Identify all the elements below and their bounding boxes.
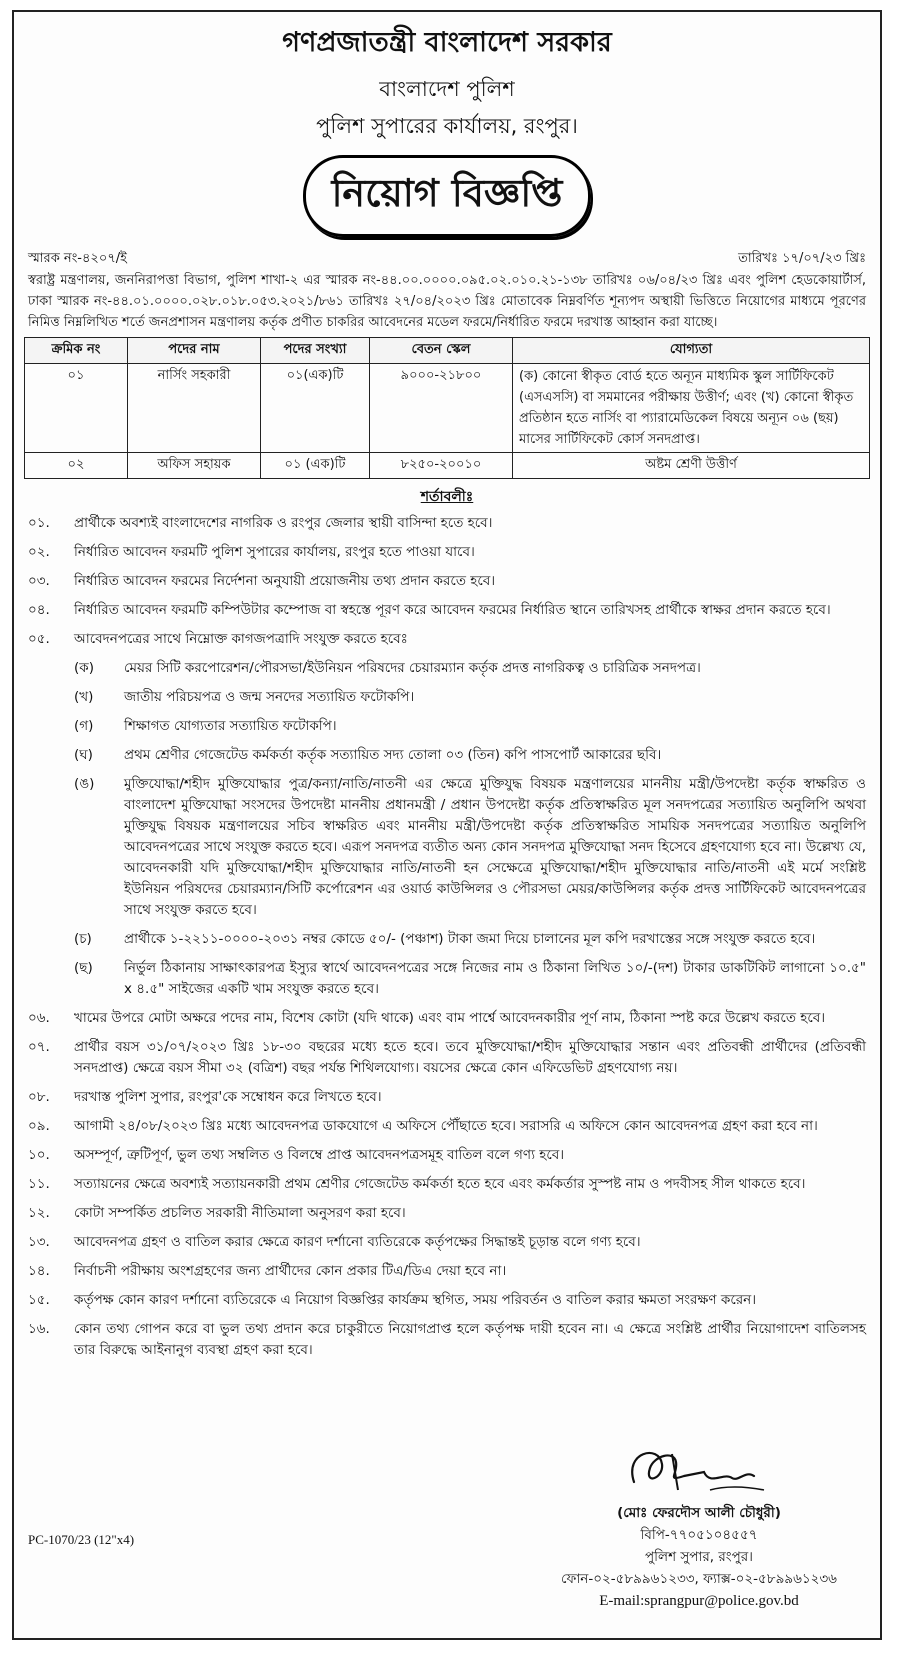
condition-text: নির্বাচনী পরীক্ষায় অংশগ্রহণের জন্য প্রার্থীদের কোন প্রকার টিএ/ডিএ দেয়া হবে না। <box>74 1263 507 1279</box>
col-post-count: পদের সংখ্যা <box>261 338 370 364</box>
subcondition-item <box>14 774 880 921</box>
subcondition-number: (ঙ) <box>74 776 95 792</box>
subcondition-text: প্রথম শ্রেণীর গেজেটেড কর্মকর্তা কর্তৃক সত্যায়িত সদ্য তোলা ০৩ (তিন) কপি পাসপোর্ট আকারের ছবি। <box>124 747 662 763</box>
condition-item <box>14 1203 880 1224</box>
condition-text: প্রার্থীর বয়স ৩১/০৭/২০২৩ খ্রিঃ ১৮-৩০ বছরের মধ্যে হতে হবে। তবে মুক্তিযোদ্ধা/শহীদ মুক্তিযোদ্ধার সন্তান এবং প্রতিবন্ধী প্রার্থীদের (প্রতিবন্ধী সনদপ্রাপ্ত) ক্ষেত্রে বয়স সীমা ৩২ (বত্রিশ) বছর পর্যন্ত শিথিলযোগ্য। বয়সের ক্ষেত্রে কোন এফিডেভিট গ্রহণযোগ্য নয়। <box>74 1039 866 1076</box>
subcondition-text: জাতীয় পরিচয়পত্র ও জন্ম সনদের সত্যায়িত ফটোকপি। <box>124 689 415 705</box>
condition-text: খামের উপরে মোটা অক্ষরে পদের নাম, বিশেষ কোটা (যদি থাকে) এবং বাম পার্শ্বে আবেদনকারীর পূর্ণ নাম, ঠিকানা স্পষ্ট করে উল্লেখ করতে হবে। <box>74 1010 826 1026</box>
condition-number: ০৫. <box>28 631 50 647</box>
cell-pay-scale: ৮২৫০-২০০১০ <box>370 453 513 479</box>
department-name: বাংলাদেশ পুলিশ <box>379 77 515 101</box>
memo-number: স্মারক নং-৪২০৭/ই <box>28 251 127 266</box>
condition-text: সত্যায়নের ক্ষেত্রে অবশ্যই সত্যায়নকারী প্রথম শ্রেণীর গেজেটেড কর্মকর্তা হতে হবে এবং কর্মকর্তার সুস্পষ্ট নাম ও পদবীসহ সীল থাকতে হবে। <box>74 1176 806 1192</box>
condition-item <box>14 1174 880 1195</box>
condition-number: ১৪. <box>28 1263 50 1279</box>
condition-item <box>14 1008 880 1029</box>
signature-block <box>534 1442 864 1612</box>
signatory-phone: ফোন-০২-৫৮৯৯৬১২৩৩, ফ্যাক্স-০২-৫৮৯৯৬১২৩৬ <box>561 1571 837 1587</box>
cell-serial: ০২ <box>25 453 128 479</box>
condition-item <box>14 600 880 621</box>
condition-number: ১০. <box>28 1147 50 1163</box>
condition-item <box>14 571 880 592</box>
subcondition-item <box>14 716 880 737</box>
condition-text: আবেদনপত্র গ্রহণ ও বাতিল করার ক্ষেত্রে কারণ দর্শানো ব্যতিরেকে কর্তৃপক্ষের সিদ্ধান্তই চূড়ান্ত বলে গণ্য হবে। <box>74 1234 641 1250</box>
posts-table <box>24 337 870 479</box>
cell-post-name: অফিস সহায়ক <box>128 453 261 479</box>
subcondition-number: (গ) <box>74 718 94 734</box>
condition-text: নির্ধারিত আবেদন ফরমটি পুলিশ সুপারের কার্যালয়, রংপুর হতে পাওয়া যাবে। <box>74 544 475 560</box>
condition-number: ০৬. <box>28 1010 50 1026</box>
conditions-list <box>14 513 880 1361</box>
cell-post-count: ০১(এক)টি <box>261 364 370 453</box>
condition-number: ০৮. <box>28 1089 50 1105</box>
cell-post-count: ০১ (এক)টি <box>261 453 370 479</box>
subcondition-text: প্রার্থীকে ১-২২১১-০০০০-২০৩১ নম্বর কোডে ৫০/- (পঞ্চাশ) টাকা জমা দিয়ে চালানের মূল কপি দরখাস্তের সঙ্গে সংযুক্ত করতে হবে। <box>124 931 816 947</box>
col-post-name: পদের নাম <box>128 338 261 364</box>
condition-text: প্রার্থীকে অবশ্যই বাংলাদেশের নাগরিক ও রংপুর জেলার স্থায়ী বাসিন্দা হতে হবে। <box>74 515 493 531</box>
condition-number: ১৩. <box>28 1234 50 1250</box>
condition-text: কোন তথ্য গোপন করে বা ভুল তথ্য প্রদান করে চাকুরীতে নিয়োগপ্রাপ্ত হলে কর্তৃপক্ষ দায়ী হবেন না। এ ক্ষেত্রে সংশ্লিষ্ট প্রার্থীর নিয়োগাদেশ বাতিলসহ তার বিরুদ্ধে আইনানুগ ব্যবস্থা গ্রহণ করা হবে। <box>74 1321 866 1358</box>
condition-number: ১১. <box>28 1176 50 1192</box>
subcondition-text: মেয়র সিটি করপোরেশন/পৌরসভা/ইউনিয়ন পরিষদের চেয়ারম্যান কর্তৃক প্রদত্ত নাগরিকত্ব ও চারিত্রিক সনদপত্র। <box>124 660 701 676</box>
subcondition-item <box>14 958 880 1000</box>
condition-item <box>14 629 880 650</box>
subcondition-number: (খ) <box>74 689 94 705</box>
subcondition-number: (চ) <box>74 931 92 947</box>
subcondition-item <box>14 929 880 950</box>
condition-number: ১২. <box>28 1205 50 1221</box>
condition-text: অসম্পূর্ণ, ত্রুটিপূর্ণ, ভুল তথ্য সম্বলিত ও বিলম্বে প্রাপ্ত আবেদনপত্রসমূহ বাতিল বলে গণ্য হবে। <box>74 1147 565 1163</box>
cell-serial: ০১ <box>25 364 128 453</box>
table-row <box>25 453 870 479</box>
condition-item <box>14 1037 880 1079</box>
condition-item <box>14 542 880 563</box>
condition-text: কোটা সম্পর্কিত প্রচলিত সরকারী নীতিমালা অনুসরণ করা হবে। <box>74 1205 406 1221</box>
condition-item <box>14 513 880 534</box>
subcondition-item <box>14 687 880 708</box>
col-qualification: যোগ্যতা <box>513 338 870 364</box>
job-circular-page <box>12 10 882 1640</box>
col-pay-scale: বেতন স্কেল <box>370 338 513 364</box>
signatory-email: E-mail:sprangpur@police.gov.bd <box>599 1593 799 1609</box>
condition-number: ০২. <box>28 544 50 560</box>
cell-qualification: (ক) কোনো স্বীকৃত বোর্ড হতে অন্যূন মাধ্যমিক স্কুল সার্টিফিকেট (এসএসসি) বা সমমানের পরীক্ষায় উত্তীর্ণ; এবং (খ) কোনো স্বীকৃত প্রতিষ্ঠান হতে নার্সিং বা প্যারামেডিকেল বিষয়ে অন্যূন ০৬ (ছয়) মাসের সার্টিফিকেট কোর্স সনদপ্রাপ্ত। <box>513 364 870 453</box>
condition-text: নির্ধারিত আবেদন ফরমটি কম্পিউটার কম্পোজ বা স্বহস্তে পূরণ করে আবেদন ফরমের নির্ধারিত স্থানে তারিখসহ প্রার্থীকে স্বাক্ষর প্রদান করতে হবে। <box>74 602 831 618</box>
signatory-name: (মোঃ ফেরদৌস আলী চৌধুরী) <box>617 1505 781 1521</box>
condition-number: ১৫. <box>28 1292 50 1308</box>
subcondition-text: নির্ভুল ঠিকানায় সাক্ষাৎকারপত্র ইস্যুর স্বার্থে আবেদনপত্রের সঙ্গে নিজের নাম ও ঠিকানা লিখিত ১০/-(দশ) টাকার ডাকটিকিট লাগানো ১০.৫" x ৪.৫" সাইজের একটি খাম সংযুক্ত করতে হবে। <box>124 960 866 997</box>
signatory-designation: পুলিশ সুপার, রংপুর। <box>644 1549 754 1565</box>
table-header-row <box>25 338 870 364</box>
conditions-heading: শর্তাবলীঃ <box>420 489 474 505</box>
office-name: পুলিশ সুপারের কার্যালয়, রংপুর। <box>316 114 578 138</box>
col-serial: ক্রমিক নং <box>25 338 128 364</box>
condition-item <box>14 1319 880 1361</box>
cell-qualification: অষ্টম শ্রেণী উত্তীর্ণ <box>513 453 870 479</box>
condition-item <box>14 1232 880 1253</box>
table-row <box>25 364 870 453</box>
condition-number: ০৩. <box>28 573 50 589</box>
condition-item <box>14 1290 880 1311</box>
circular-title: নিয়োগ বিজ্ঞপ্তি <box>303 155 592 237</box>
subcondition-item <box>14 658 880 679</box>
condition-text: কর্তৃপক্ষ কোন কারণ দর্শানো ব্যতিরেকে এ নিয়োগ বিজ্ঞপ্তির কার্যক্রম স্থগিত, সময় পরিবর্তন ও বাতিল করার ক্ষমতা সংরক্ষণ করেন। <box>74 1292 757 1308</box>
subcondition-text: মুক্তিযোদ্ধা/শহীদ মুক্তিযোদ্ধার পুত্র/কন্যা/নাতি/নাতনী এর ক্ষেত্রে মুক্তিযুদ্ধ বিষয়ক মন্ত্রণালয়ের মাননীয় মন্ত্রী/উপদেষ্টা কর্তৃক স্বাক্ষরিত ও বাংলাদেশ মুক্তিযোদ্ধা সংসদের উপদেষ্টা মাননীয় প্রধানমন্ত্রী / প্রধান উপদেষ্টা কর্তৃক প্রতিস্বাক্ষরিত মূল সনদপত্রের সত্যায়িত অনুলিপি অথবা মুক্তিযুদ্ধ বিষয়ক মন্ত্রণালয়ের সচিব স্বাক্ষরিত এবং মাননীয় মন্ত্রী/উপদেষ্টা কর্তৃক প্রতিস্বাক্ষরিত সাময়িক সনদপত্রের সত্যায়িত অনুলিপি আবেদনপত্রের সাথে সংযুক্ত করতে হবে। এরূপ সনদপত্র ব্যতীত অন্য কোন সনদপত্র মুক্তিযোদ্ধা সনদ হিসেবে গ্রহণযোগ্য হবে না। উল্লেখ্য যে, আবেদনকারী যদি মুক্তিযোদ্ধা/শহীদ মুক্তিযোদ্ধার নাতি/নাতনী হন সেক্ষেত্রে মুক্তিযোদ্ধা/শহীদ মুক্তিযোদ্ধার নাতি/নাতনী এই মর্মে সংশ্লিষ্ট ইউনিয়ন পরিষদের চেয়ারম্যান/সিটি কর্পোরেশন এর ওয়ার্ড কাউন্সিলর ও পৌরসভা মেয়র/কাউন্সিলর কর্তৃক প্রদত্ত সার্টিফিকেট আবেদনপত্রের সাথে সংযুক্ত করতে হবে। <box>124 776 866 918</box>
condition-number: ০৪. <box>28 602 50 618</box>
condition-item <box>14 1261 880 1282</box>
cell-post-name: নার্সিং সহকারী <box>128 364 261 453</box>
circular-header <box>14 22 880 237</box>
memo-line <box>14 237 880 270</box>
condition-text: আগামী ২৪/০৮/২০২৩ খ্রিঃ মধ্যে আবেদনপত্র ডাকযোগে এ অফিসে পৌঁছাতে হবে। সরাসরি এ অফিসে কোন আবেদনপত্র গ্রহণ করা হবে না। <box>74 1118 818 1134</box>
condition-item <box>14 1145 880 1166</box>
signature-image <box>614 1442 784 1498</box>
subcondition-number: (ঘ) <box>74 747 93 763</box>
condition-number: ১৬. <box>28 1321 50 1337</box>
condition-number: ০৯. <box>28 1118 50 1134</box>
subcondition-number: (ক) <box>74 660 94 676</box>
subcondition-text: শিক্ষাগত যোগ্যতার সত্যায়িত ফটোকপি। <box>124 718 337 734</box>
condition-text: নির্ধারিত আবেদন ফরমের নির্দেশনা অনুযায়ী প্রয়োজনীয় তথ্য প্রদান করতে হবে। <box>74 573 496 589</box>
cell-pay-scale: ৯০০০-২১৮০০ <box>370 364 513 453</box>
government-title: গণপ্রজাতন্ত্রী বাংলাদেশ সরকার <box>282 27 612 58</box>
subcondition-item <box>14 745 880 766</box>
condition-item <box>14 1087 880 1108</box>
condition-number: ০৭. <box>28 1039 50 1055</box>
subcondition-number: (ছ) <box>74 960 93 976</box>
condition-text: আবেদনপত্রের সাথে নিম্নোক্ত কাগজপত্রাদি সংযুক্ত করতে হবেঃ <box>74 631 408 647</box>
signatory-bp: বিপি-৭৭০৫১০৪৫৫৭ <box>640 1527 758 1543</box>
print-code: PC-1070/23 (12"x4) <box>28 1532 135 1547</box>
memo-date: তারিখঃ ১৭/০৭/২৩ খ্রিঃ <box>738 251 866 266</box>
condition-number: ০১. <box>28 515 50 531</box>
condition-item <box>14 1116 880 1137</box>
intro-paragraph: স্বরাষ্ট্র মন্ত্রণালয়, জননিরাপত্তা বিভাগ, পুলিশ শাখা-২ এর স্মারক নং-৪৪.০০.০০০০.০৯৫.০২.০১০.২১-১৩৮ তারিখঃ ০৬/০৪/২৩ খ্রিঃ এবং পুলিশ হেডকোয়ার্টার্স, ঢাকা স্মারক নং-৪৪.০১.০০০০.০২৮.০১৮.০৫৩.২০২১/৮৬১ তারিখঃ ২৭/০৪/২০২৩ খ্রিঃ মোতাবেক নিম্নবর্ণিত শূন্যপদ অস্থায়ী ভিত্তিতে নিয়োগের মাধ্যমে পূরণের নিমিত্ত নিম্নলিখিত শর্তে জনপ্রশাসন মন্ত্রণালয় কর্তৃক প্রণীত চাকরির আবেদনের মডেল ফরমে/নির্ধারিত ফরমে দরখাস্ত আহ্বান করা যাচ্ছে। <box>28 273 866 330</box>
condition-text: দরখাস্ত পুলিশ সুপার, রংপুর'কে সম্বোধন করে লিখতে হবে। <box>74 1089 382 1105</box>
